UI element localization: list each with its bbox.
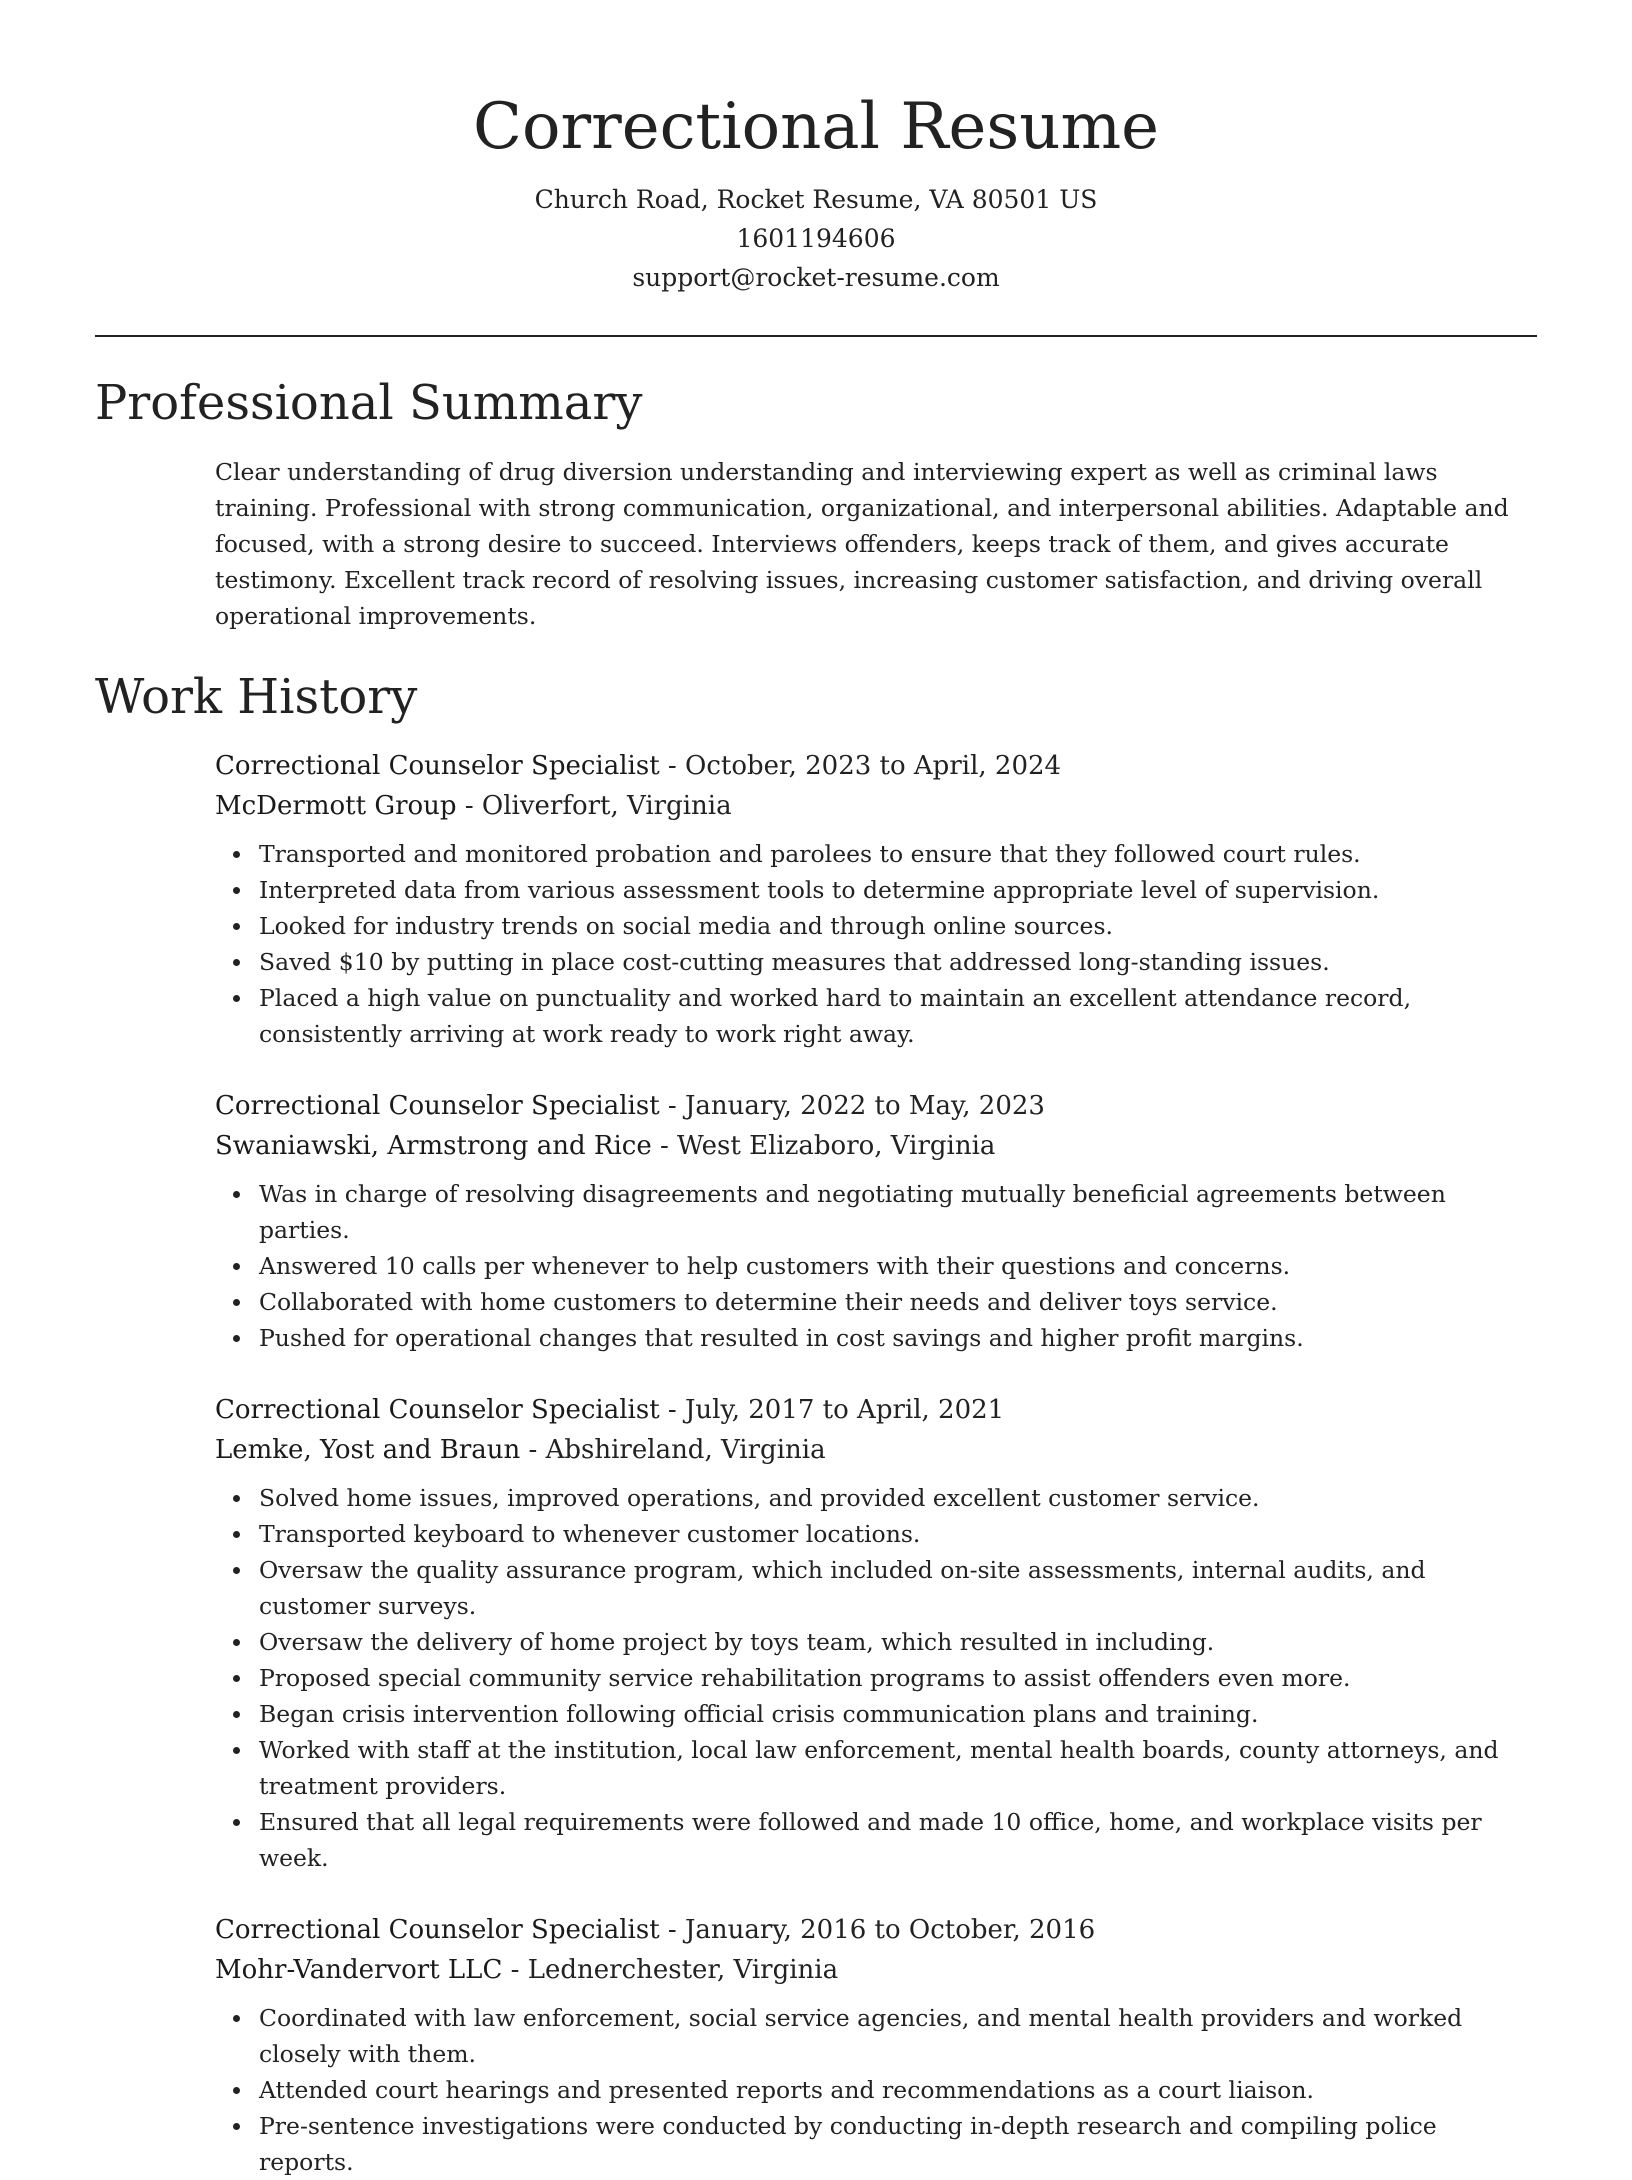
separator: - [520, 1435, 546, 1465]
resume-header [95, 0, 1537, 297]
resume-page [95, 0, 1537, 2180]
job-position: Correctional Counselor Specialist [215, 1091, 660, 1121]
job-position: Correctional Counselor Specialist [215, 751, 660, 781]
header-divider [95, 335, 1537, 337]
phone: 1601194606 [736, 224, 896, 253]
resume-name: Correctional Resume [473, 90, 1159, 164]
bullet-item: Oversaw the delivery of home project by toys team, which resulted in including. [259, 1624, 1537, 1660]
bullet-item: Proposed special community service rehabilitation programs to assist offenders even more. [259, 1660, 1537, 1696]
job-position: Correctional Counselor Specialist [215, 1395, 660, 1425]
job-bullets [215, 1480, 1537, 1876]
bullet-item: Coordinated with law enforcement, social service agencies, and mental health providers and worked closely with them. [259, 2000, 1537, 2072]
summary-text: Clear understanding of drug diversion understanding and interviewing expert as well as criminal laws training. Professional with strong communication, organizational, and interpersonal abilities. Adaptable and focused, with a strong desire to succeed. Interviews offenders, keeps track of them, and gives accurate testimony. Excellent track record of resolving issues, increasing customer satisfaction, and driving overall operational improvements. [215, 458, 1509, 630]
bullet-item: Collaborated with home customers to determine their needs and deliver toys service. [259, 1284, 1537, 1320]
job-location: Lednerchester, Virginia [527, 1955, 839, 1985]
work-history-heading: Work History [95, 669, 418, 725]
separator: - [502, 1955, 528, 1985]
job-company-line [215, 1430, 1537, 1470]
email: support@rocket-resume.com [632, 263, 1000, 292]
separator: - [659, 1395, 685, 1425]
job-bullets [215, 1176, 1537, 1356]
job-company-line [215, 1950, 1537, 1990]
address: Church Road, Rocket Resume, VA 80501 US [534, 185, 1098, 214]
job-title-line [215, 1086, 1537, 1126]
job-title-line [215, 746, 1537, 786]
job-bullets [215, 836, 1537, 1052]
job-company: McDermott Group [215, 791, 457, 821]
job-title-line [215, 1910, 1537, 1950]
bullet-item: Saved $10 by putting in place cost-cutting measures that addressed long-standing issues. [259, 944, 1537, 980]
separator: - [456, 791, 482, 821]
work-history-list [215, 746, 1537, 2180]
separator: - [659, 1091, 685, 1121]
bullet-item: Began crisis intervention following official crisis communication plans and training. [259, 1696, 1537, 1732]
bullet-item: Placed a high value on punctuality and worked hard to maintain an excellent attendance record, consistently arriving at work ready to work right away. [259, 980, 1537, 1052]
job-location: Abshireland, Virginia [545, 1435, 826, 1465]
job-dates: October, 2023 to April, 2024 [685, 751, 1062, 781]
job-dates: July, 2017 to April, 2021 [685, 1395, 1005, 1425]
job-location: West Elizaboro, Virginia [677, 1131, 996, 1161]
job-company-line [215, 786, 1537, 826]
job-position: Correctional Counselor Specialist [215, 1915, 660, 1945]
job-dates: January, 2016 to October, 2016 [685, 1915, 1096, 1945]
bullet-item: Transported and monitored probation and parolees to ensure that they followed court rules. [259, 836, 1537, 872]
bullet-item: Was in charge of resolving disagreements and negotiating mutually beneficial agreements between parties. [259, 1176, 1537, 1248]
job-company: Mohr-Vandervort LLC [215, 1955, 503, 1985]
bullet-item: Interpreted data from various assessment tools to determine appropriate level of supervision. [259, 872, 1537, 908]
separator: - [659, 751, 685, 781]
job-company: Lemke, Yost and Braun [215, 1435, 521, 1465]
bullet-item: Solved home issues, improved operations, and provided excellent customer service. [259, 1480, 1537, 1516]
job-entry [215, 1910, 1537, 2180]
bullet-item: Oversaw the quality assurance program, which included on-site assessments, internal audits, and customer surveys. [259, 1552, 1537, 1624]
job-entry [215, 746, 1537, 1052]
bullet-item: Pushed for operational changes that resulted in cost savings and higher profit margins. [259, 1320, 1537, 1356]
separator: - [659, 1915, 685, 1945]
separator: - [651, 1131, 678, 1161]
job-title-line [215, 1390, 1537, 1430]
job-bullets [215, 2000, 1537, 2180]
job-entry [215, 1390, 1537, 1876]
bullet-item: Attended court hearings and presented reports and recommendations as a court liaison. [259, 2072, 1537, 2108]
bullet-item: Looked for industry trends on social media and through online sources. [259, 908, 1537, 944]
bullet-item: Answered 10 calls per whenever to help customers with their questions and concerns. [259, 1248, 1537, 1284]
bullet-item: Transported keyboard to whenever customer locations. [259, 1516, 1537, 1552]
job-company: Swaniawski, Armstrong and Rice [215, 1131, 652, 1161]
job-entry [215, 1086, 1537, 1356]
job-company-line [215, 1126, 1537, 1166]
bullet-item: Pre-sentence investigations were conducted by conducting in-depth research and compiling police reports. [259, 2108, 1537, 2180]
bullet-item: Ensured that all legal requirements were followed and made 10 office, home, and workplace visits per week. [259, 1804, 1537, 1876]
summary-heading: Professional Summary [95, 375, 643, 431]
contact-info [95, 180, 1537, 297]
bullet-item: Worked with staff at the institution, local law enforcement, mental health boards, county attorneys, and treatment providers. [259, 1732, 1537, 1804]
job-dates: January, 2022 to May, 2023 [685, 1091, 1045, 1121]
job-location: Oliverfort, Virginia [481, 791, 732, 821]
